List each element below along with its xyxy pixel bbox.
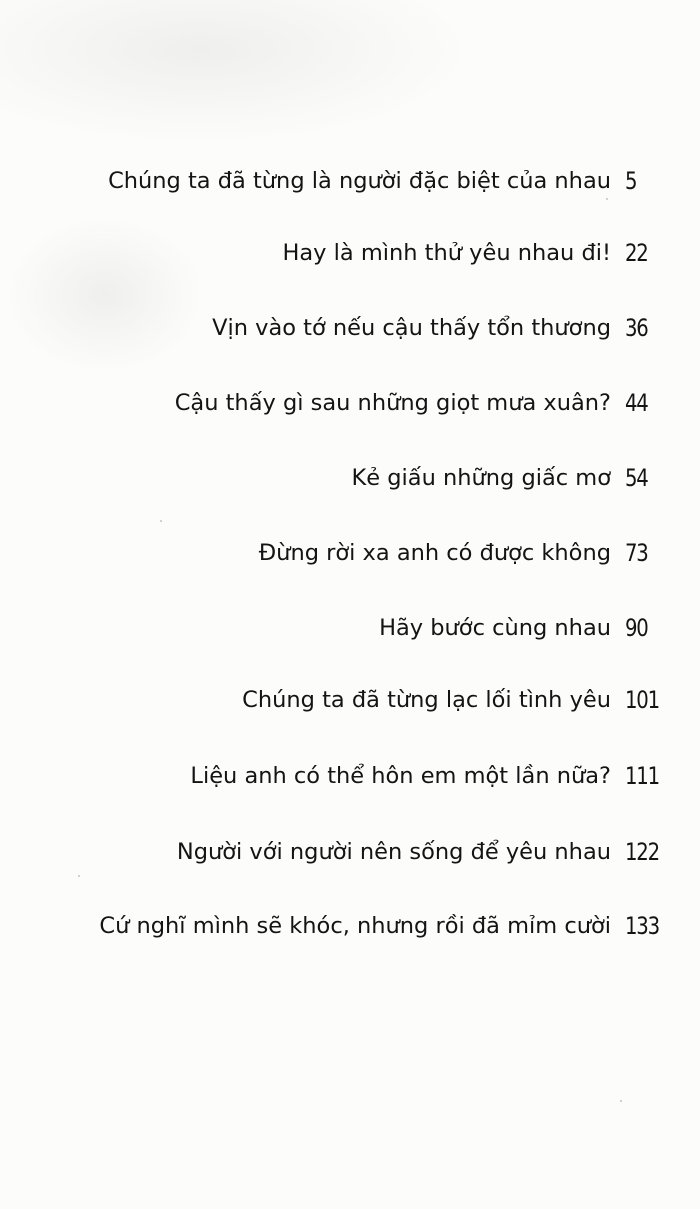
- toc-entry-page: 54: [625, 464, 648, 492]
- toc-entry-page: 122: [625, 838, 659, 866]
- paper-speck: [78, 875, 80, 877]
- toc-entry: [190, 756, 659, 796]
- toc-entry-title: Hãy bước cùng nhau: [379, 615, 611, 641]
- paper-speck: [606, 198, 608, 200]
- toc-entry: [379, 608, 648, 648]
- toc-entry-page: 5: [625, 167, 637, 195]
- toc-entry: [242, 680, 659, 720]
- toc-entry-page: 36: [625, 314, 648, 342]
- toc-entry: [99, 906, 659, 946]
- toc-entry-title: Cứ nghĩ mình sẽ khóc, nhưng rồi đã mỉm cười: [99, 913, 611, 939]
- toc-entry: [174, 383, 648, 423]
- toc-entry: [351, 458, 648, 498]
- paper-speck: [620, 1100, 622, 1102]
- toc-entry: [258, 533, 648, 573]
- toc-entry-page: 73: [625, 539, 648, 567]
- toc-entry: [176, 832, 659, 872]
- toc-entry-title: Kẻ giấu những giấc mơ: [351, 465, 611, 491]
- toc-entry-title: Đừng rời xa anh có được không: [258, 540, 611, 566]
- toc-entry: [108, 161, 637, 201]
- toc-entry-page: 90: [625, 614, 648, 642]
- toc-entry-page: 111: [625, 762, 659, 790]
- toc-entry: [282, 233, 648, 273]
- toc-entry: [212, 308, 648, 348]
- paper-speck: [160, 520, 162, 522]
- toc-entry-title: Chúng ta đã từng lạc lối tình yêu: [242, 687, 611, 713]
- toc-entry-page: 101: [625, 686, 659, 714]
- toc-entry-page: 133: [625, 912, 659, 940]
- toc-entry-title: Vịn vào tớ nếu cậu thấy tổn thương: [212, 315, 611, 341]
- toc-entry-title: Liệu anh có thể hôn em một lần nữa?: [190, 763, 611, 789]
- toc-entry-title: Người với người nên sống để yêu nhau: [176, 839, 611, 865]
- toc-entry-title: Hay là mình thử yêu nhau đi!: [282, 240, 611, 266]
- toc-entry-page: 22: [625, 239, 648, 267]
- toc-entry-title: Cậu thấy gì sau những giọt mưa xuân?: [174, 390, 611, 416]
- toc-entry-title: Chúng ta đã từng là người đặc biệt của nhau: [108, 168, 611, 194]
- toc-entry-page: 44: [625, 389, 648, 417]
